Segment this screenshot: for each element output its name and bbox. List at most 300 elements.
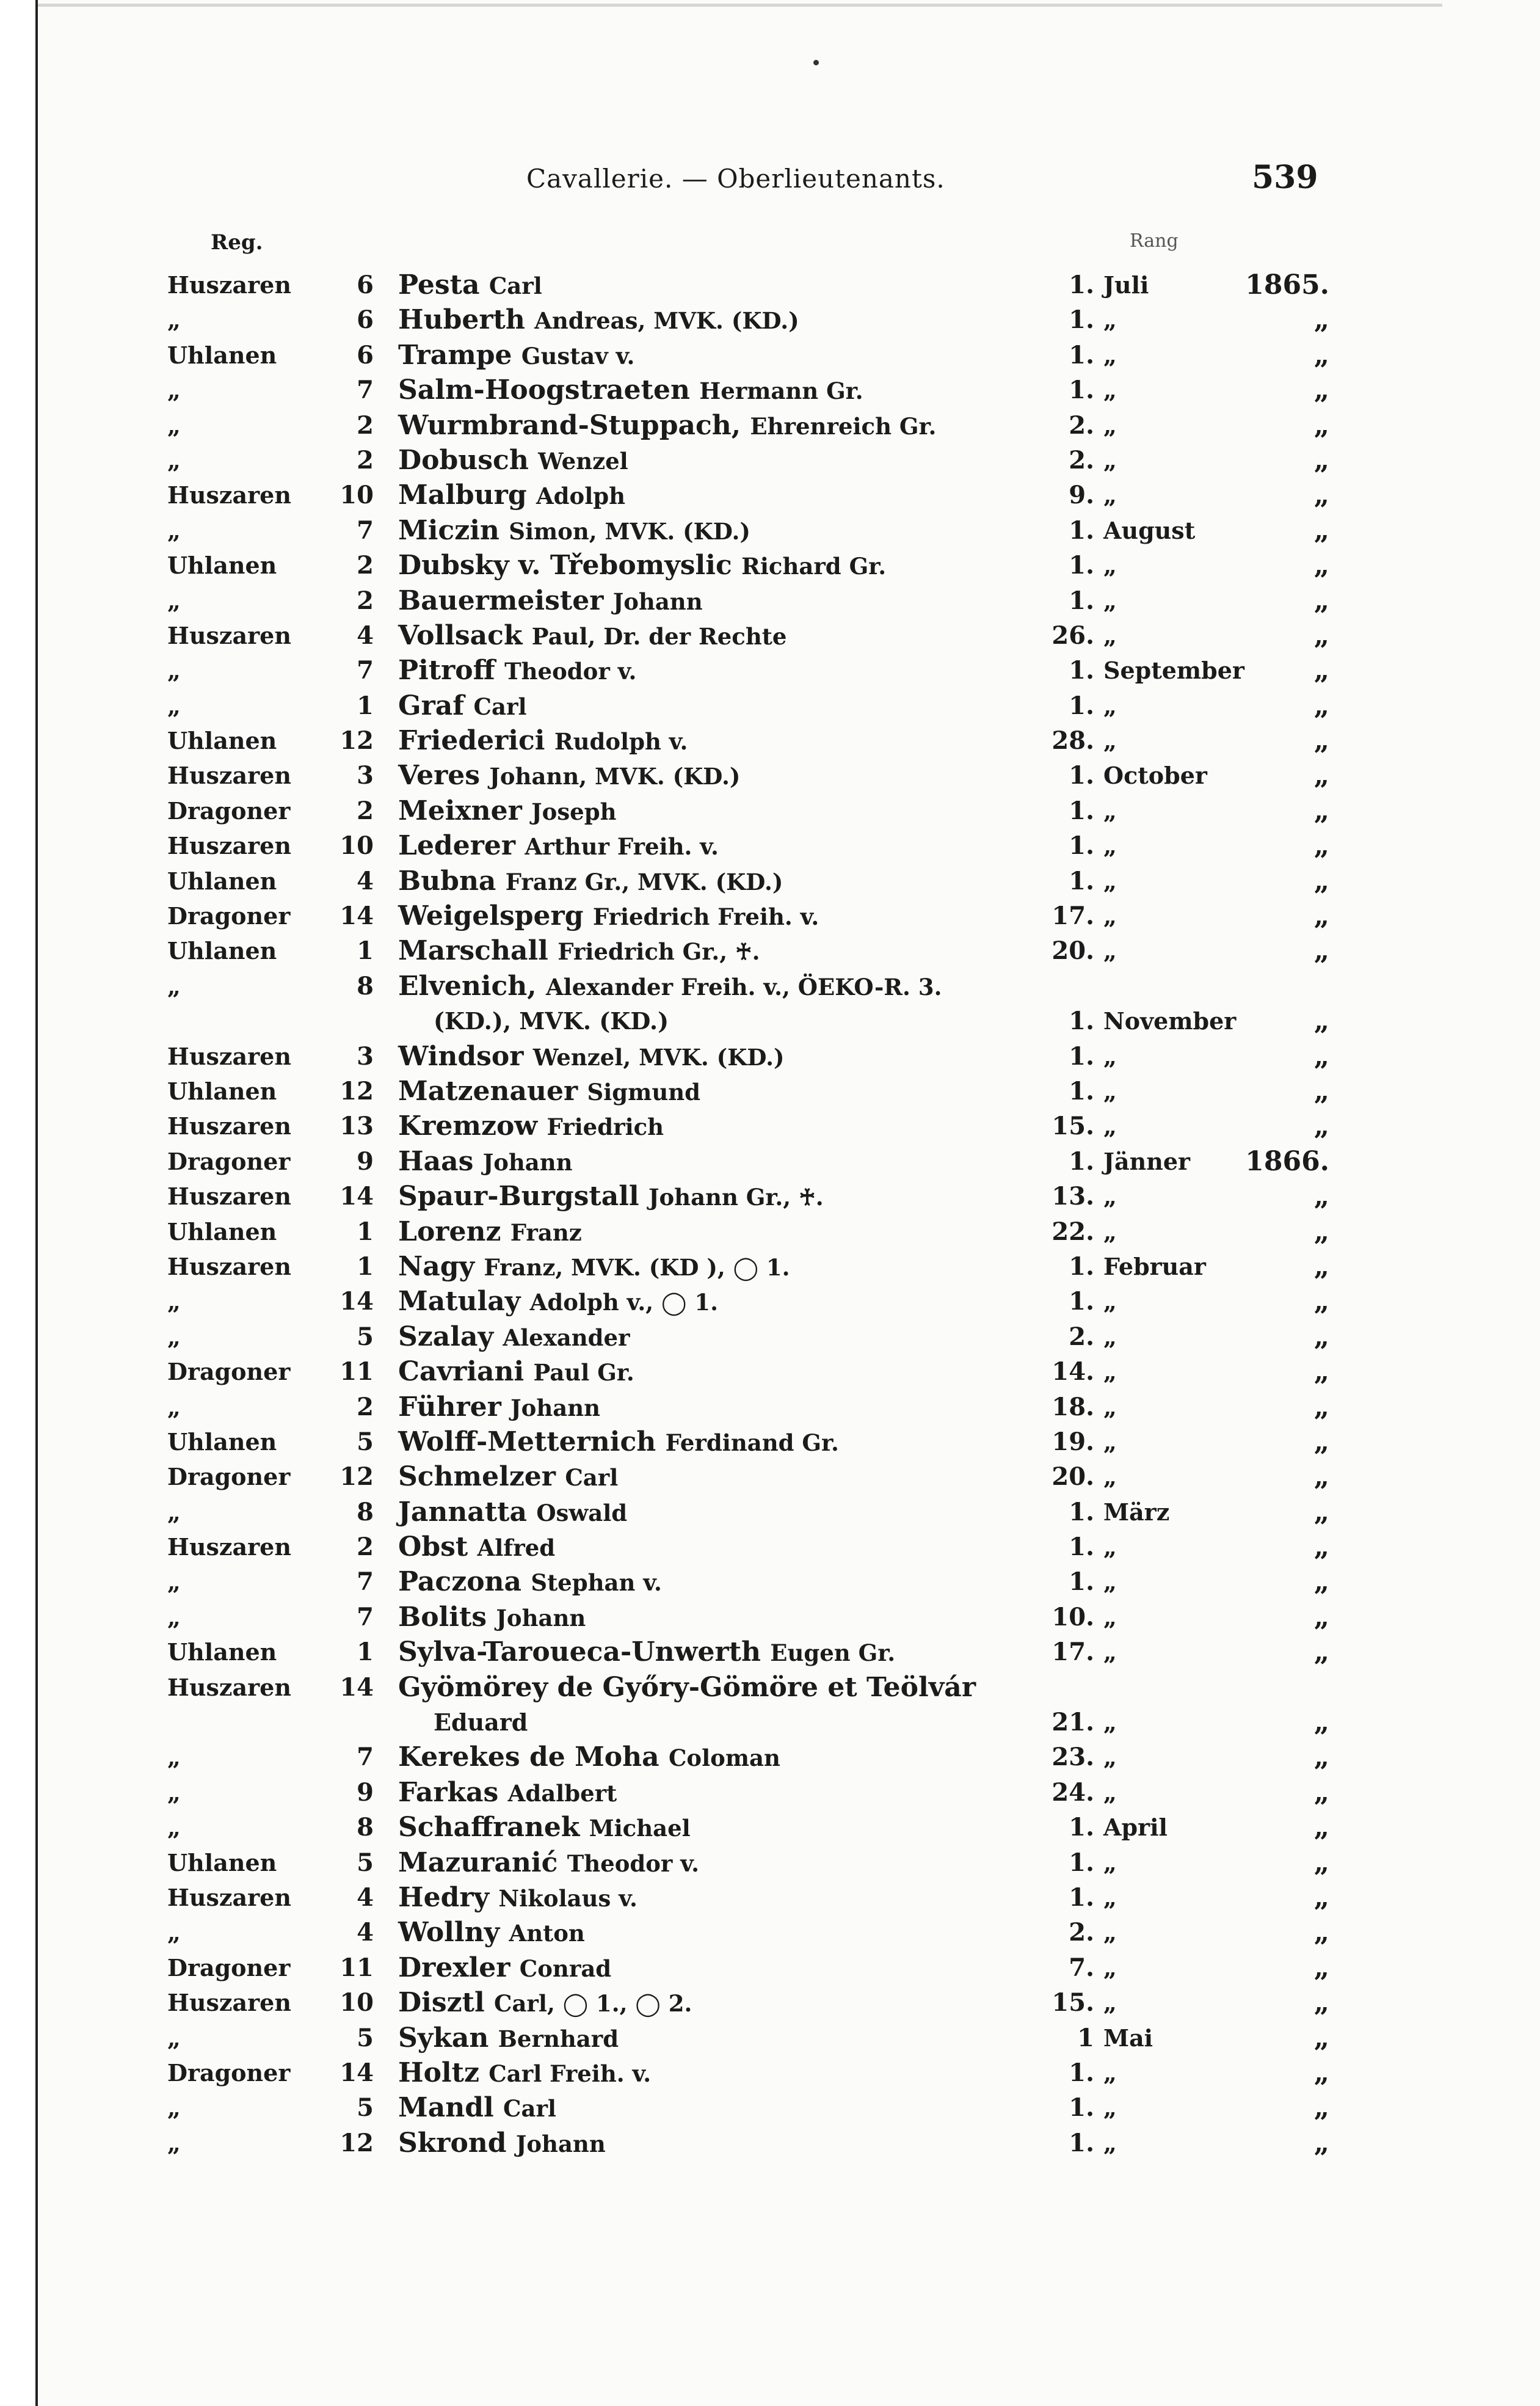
rank-month: „ (1103, 902, 1117, 930)
officer-name (398, 1459, 618, 1495)
list-item (38, 828, 1381, 863)
list-item (38, 1915, 1381, 1950)
rank-year: „ (1313, 2127, 1329, 2159)
officer-name (398, 548, 886, 584)
regiment-number: 5 (357, 1427, 374, 1456)
rank-month: „ (1103, 867, 1117, 895)
regiment-type: Huszaren (167, 1042, 291, 1070)
surname: Salm-Hoogstraeten (398, 374, 690, 406)
rank-year: „ (1313, 1005, 1329, 1037)
regiment-type: Dragoner (167, 797, 291, 825)
rank-month: „ (1103, 586, 1117, 614)
rank-year: „ (1313, 865, 1329, 897)
rank-month: „ (1103, 1778, 1117, 1806)
given-name-and-honours: Stephan v. (531, 1569, 662, 1597)
surname: Führer (398, 1391, 501, 1423)
rank-day: 1. (1069, 1007, 1094, 1036)
rank-year: „ (1313, 585, 1329, 616)
given-name-and-honours: Alexander Freih. v., ÖEKO-R. 3. (545, 973, 942, 1001)
regiment-type: Huszaren (167, 1533, 291, 1561)
rank-month: „ (1103, 1533, 1117, 1561)
rank-month: „ (1103, 2094, 1117, 2122)
list-item (38, 2090, 1381, 2125)
rank-month: „ (1103, 552, 1117, 580)
rank-month: „ (1103, 1743, 1117, 1771)
given-name-and-honours: Nikolaus v. (498, 1884, 637, 1912)
rank-year: „ (1313, 619, 1329, 651)
given-name-and-honours: Arthur Freih. v. (525, 833, 719, 861)
list-item (38, 864, 1381, 899)
list-item (38, 1529, 1381, 1564)
regiment-type: „ (167, 1568, 181, 1596)
officer-name (398, 1319, 630, 1355)
rank-day: 1. (1069, 1883, 1094, 1912)
regiment-type: „ (167, 1322, 181, 1351)
given-name-and-honours: Wenzel, MVK. (KD.) (532, 1043, 785, 1071)
rank-day: 1. (1069, 2058, 1094, 2087)
rank-year: „ (1313, 1566, 1329, 1598)
rank-year: „ (1313, 2092, 1329, 2124)
rank-day: 2. (1069, 410, 1094, 440)
given-name-and-honours: Carl (503, 2095, 556, 2123)
given-name-and-honours: Anton (509, 1920, 585, 1947)
officer-name (398, 758, 740, 794)
list-item (38, 548, 1381, 583)
officer-name (398, 1109, 664, 1145)
given-name-and-honours: Friedrich Gr., ♰. (558, 938, 760, 966)
rank-year: „ (1313, 339, 1329, 371)
officer-name (398, 1635, 895, 1671)
rank-month: „ (1103, 1848, 1117, 1876)
surname: Wurmbrand-Stuppach, (398, 409, 741, 441)
rank-month: „ (1103, 306, 1117, 334)
rank-month: Februar (1103, 1252, 1206, 1280)
surname: Vollsack (398, 619, 523, 651)
rank-day: 17. (1051, 1638, 1094, 1667)
list-item (38, 1600, 1381, 1635)
rank-year: „ (1313, 2057, 1329, 2088)
regiment-number: 3 (357, 761, 374, 790)
regiment-type: Uhlanen (167, 552, 277, 580)
regiment-number: 1 (357, 1638, 374, 1667)
regiment-type: Uhlanen (167, 1077, 277, 1105)
given-name-and-honours: Johann (482, 1148, 573, 1176)
given-name-and-honours: Carl, ◯ 1., ◯ 2. (494, 1990, 692, 2018)
rank-day: 28. (1051, 726, 1094, 756)
list-item (38, 618, 1381, 653)
list-item (38, 338, 1381, 373)
list-item (38, 1109, 1381, 1143)
regiment-type: Huszaren (167, 481, 291, 509)
surname: Obst (398, 1531, 468, 1563)
rank-month: „ (1103, 1322, 1117, 1351)
officer-name (398, 1950, 611, 1986)
regiment-number: 12 (340, 2128, 374, 2157)
regiment-number: 3 (357, 1041, 374, 1071)
given-name-and-honours: Michael (589, 1815, 691, 1842)
rank-month: „ (1103, 1393, 1117, 1421)
rank-year: „ (1313, 1741, 1329, 1773)
page-title: Cavallerie. — Oberlieutenants. (526, 164, 945, 194)
rank-day: 9. (1069, 481, 1094, 510)
regiment-type: „ (167, 1393, 181, 1421)
regiment-number: 10 (340, 831, 374, 861)
rank-month: „ (1103, 937, 1117, 965)
rank-day: 18. (1051, 1392, 1094, 1421)
rank-month: Jänner (1103, 1147, 1191, 1175)
list-item (38, 1354, 1381, 1389)
rank-year: „ (1313, 1846, 1329, 1878)
list-item (38, 1985, 1381, 2020)
regiment-number: 14 (340, 1672, 374, 1702)
regiment-type: Uhlanen (167, 1848, 277, 1876)
rank-month: „ (1103, 446, 1117, 474)
rank-day: 26. (1051, 621, 1094, 650)
given-name-and-honours: Oswald (536, 1499, 628, 1526)
list-item (38, 1845, 1381, 1880)
surname: Schaffranek (398, 1812, 580, 1843)
surname: Dobusch (398, 444, 529, 476)
given-name-and-honours: Hermann Gr. (699, 377, 863, 405)
surname: Dubsky v. Třebomyslic (398, 550, 732, 581)
rank-day: 1. (1069, 1497, 1094, 1526)
rank-month: „ (1103, 1989, 1117, 2017)
regiment-type: „ (167, 1603, 181, 1631)
rank-year: „ (1313, 725, 1329, 757)
regiment-type: Huszaren (167, 1989, 291, 2017)
rank-year: 1866. (1245, 1145, 1329, 1177)
regiment-number: 5 (357, 2093, 374, 2123)
rank-year: „ (1313, 1531, 1329, 1563)
regiment-number: 9 (357, 1777, 374, 1807)
officer-name (398, 1390, 600, 1426)
regiment-number: 10 (340, 481, 374, 510)
officer-name (398, 338, 634, 374)
rank-month: November (1103, 1007, 1237, 1035)
officer-name (398, 688, 527, 724)
rank-month: „ (1103, 691, 1117, 720)
rank-year: „ (1313, 1776, 1329, 1808)
surname: Matulay (398, 1286, 521, 1318)
surname: Spaur-Burgstall (398, 1181, 639, 1212)
officer-name (398, 443, 628, 479)
surname: Graf (398, 690, 465, 721)
rank-month: Juli (1103, 271, 1149, 299)
regiment-number: 4 (357, 1918, 374, 1947)
given-name-and-honours: Friedrich (547, 1114, 664, 1141)
rank-day: 7. (1069, 1953, 1094, 1982)
regiment-number: 7 (357, 516, 374, 545)
regiment-type: Uhlanen (167, 1217, 277, 1245)
given-name-and-honours: Alfred (477, 1534, 556, 1562)
rank-day: 1. (1069, 1287, 1094, 1316)
rank-year: „ (1313, 690, 1329, 721)
officer-name (398, 1144, 573, 1180)
surname: Bauermeister (398, 585, 604, 616)
rank-year: „ (1313, 409, 1329, 441)
page-number: 539 (1252, 159, 1318, 196)
regiment-type: „ (167, 2094, 181, 2122)
given-name-and-honours: Alexander (503, 1324, 630, 1351)
regiment-type: „ (167, 1778, 181, 1806)
surname: Kremzow (398, 1110, 538, 1142)
regiment-number: 14 (340, 1182, 374, 1211)
regiment-type: Huszaren (167, 621, 291, 649)
surname: Wolff-Metternich (398, 1426, 656, 1457)
given-name-and-honours: Wenzel (538, 447, 628, 475)
given-name-and-honours: Carl (473, 693, 527, 720)
regiment-type: Dragoner (167, 1147, 291, 1175)
regiment-number: 5 (357, 1848, 374, 1877)
regiment-number: 7 (357, 656, 374, 685)
regiment-number: 6 (357, 340, 374, 370)
surname: Pesta (398, 269, 480, 301)
rank-month: „ (1103, 1463, 1117, 1491)
regiment-type: Uhlanen (167, 1427, 277, 1456)
rank-day: 2. (1069, 445, 1094, 475)
officer-list (38, 268, 1381, 2160)
rank-year: „ (1313, 1707, 1329, 1738)
rank-year: „ (1313, 304, 1329, 336)
regiment-type: „ (167, 1288, 181, 1316)
rank-year: „ (1313, 1216, 1329, 1247)
surname: Holtz (398, 2057, 479, 2088)
rank-day: 21. (1051, 1708, 1094, 1737)
officer-name (398, 583, 703, 619)
regiment-number: 4 (357, 621, 374, 650)
rank-year: „ (1313, 1461, 1329, 1493)
rank-month: „ (1103, 1427, 1117, 1456)
given-name-and-honours: Conrad (519, 1955, 612, 1982)
regiment-type: Uhlanen (167, 1638, 277, 1666)
rank-year: „ (1313, 1356, 1329, 1388)
surname: Meixner (398, 795, 522, 826)
officer-name (398, 1074, 700, 1110)
rank-day: 1. (1069, 691, 1094, 720)
given-name-and-honours: Ferdinand Gr. (665, 1429, 839, 1456)
rank-month: „ (1103, 1288, 1117, 1316)
rank-day: 1. (1069, 340, 1094, 370)
regiment-number: 2 (357, 1533, 374, 1562)
surname: Marschall (398, 935, 548, 967)
given-name-and-honours: Sigmund (587, 1078, 700, 1106)
list-item (38, 1635, 1381, 1669)
regiment-number: 2 (357, 445, 374, 475)
surname: Pitroff (398, 655, 495, 687)
given-name-and-honours: Franz (510, 1219, 582, 1246)
list-item (38, 513, 1381, 548)
regiment-number: 6 (357, 271, 374, 299)
list-item (38, 1740, 1381, 1774)
list-item (38, 1319, 1381, 1354)
rank-month: „ (1103, 1603, 1117, 1631)
rank-day: 22. (1051, 1217, 1094, 1246)
rank-day: 1. (1069, 2128, 1094, 2157)
list-item (38, 1424, 1381, 1459)
rank-day: 1. (1069, 761, 1094, 790)
regiment-number: 6 (357, 305, 374, 335)
rank-day: 1. (1069, 831, 1094, 861)
given-name-and-honours: Eugen Gr. (770, 1639, 896, 1667)
regiment-number: 13 (340, 1112, 374, 1141)
given-name-and-honours: Ehrenreich Gr. (750, 412, 937, 440)
regiment-number: 8 (357, 1497, 374, 1526)
rank-month: „ (1103, 1919, 1117, 1947)
surname: Lorenz (398, 1216, 501, 1247)
given-name-and-honours: Paul, Dr. der Rechte (531, 622, 787, 650)
rank-month: „ (1103, 1883, 1117, 1911)
given-name-and-honours: Theodor v. (504, 658, 637, 685)
rank-month: Mai (1103, 2024, 1153, 2052)
officer-name (398, 2090, 556, 2126)
rank-day: 1. (1069, 305, 1094, 335)
surname: Paczona (398, 1566, 522, 1598)
given-name-and-honours: Rudolph v. (554, 728, 688, 756)
rank-year: „ (1313, 444, 1329, 476)
rank-month: „ (1103, 341, 1117, 369)
given-name-and-honours: Simon, MVK. (KD.) (509, 517, 750, 545)
regiment-type: „ (167, 586, 181, 614)
given-name-and-honours: Coloman (668, 1744, 780, 1772)
surname: Schmelzer (398, 1461, 556, 1493)
surname: Lederer (398, 830, 516, 862)
rank-year: „ (1313, 514, 1329, 546)
regiment-type: „ (167, 1498, 181, 1526)
regiment-number: 14 (340, 2058, 374, 2087)
regiment-number: 4 (357, 1883, 374, 1912)
rank-day: 1. (1069, 1533, 1094, 1562)
regiment-number: 2 (357, 1392, 374, 1421)
regiment-type: Uhlanen (167, 341, 277, 369)
officer-name (398, 2055, 651, 2091)
officer-name (398, 268, 542, 304)
officer-name (398, 2126, 606, 2162)
rank-day: 1. (1069, 551, 1094, 580)
regiment-type: Huszaren (167, 762, 291, 790)
rank-month: „ (1103, 1077, 1117, 1105)
rank-day: 20. (1051, 1462, 1094, 1492)
surname: Bubna (398, 865, 496, 897)
list-item (38, 933, 1381, 968)
rank-year: „ (1313, 1636, 1329, 1668)
list-item (38, 443, 1381, 478)
surname: Sykan (398, 2022, 489, 2054)
list-item (38, 583, 1381, 618)
officer-name (398, 478, 625, 514)
rank-day: 1. (1069, 796, 1094, 825)
rank-day: 15. (1051, 1112, 1094, 1141)
given-name-and-honours: Johann (496, 1604, 586, 1631)
rank-month: „ (1103, 1112, 1117, 1140)
rank-day: 17. (1051, 902, 1094, 931)
rank-year: „ (1313, 1286, 1329, 1318)
rank-month: „ (1103, 376, 1117, 404)
list-item-continuation (38, 1004, 1381, 1038)
regiment-type: „ (167, 2129, 181, 2157)
list-item (38, 1284, 1381, 1319)
surname: Nagy (398, 1250, 475, 1282)
regiment-number: 14 (340, 1287, 374, 1316)
rank-year: „ (1313, 1181, 1329, 1212)
page (35, 0, 1540, 2406)
surname: Veres (398, 760, 481, 792)
officer-name (398, 899, 819, 935)
regiment-type: „ (167, 306, 181, 334)
top-border (38, 4, 1442, 7)
rank-year: „ (1313, 1040, 1329, 1072)
rank-year: „ (1313, 1321, 1329, 1352)
rank-month: „ (1103, 2058, 1117, 2087)
list-item (38, 1775, 1381, 1810)
rank-year: „ (1313, 1075, 1329, 1107)
officer-name (398, 1039, 785, 1075)
regiment-number: 8 (357, 1813, 374, 1842)
rank-day: 1. (1069, 1813, 1094, 1842)
rank-day: 2. (1069, 1322, 1094, 1351)
list-item (38, 969, 1381, 1004)
rank-year: „ (1313, 2022, 1329, 2054)
list-item (38, 1249, 1381, 1284)
list-item (38, 723, 1381, 758)
regiment-type: Dragoner (167, 1463, 291, 1491)
surname: Miczin (398, 514, 499, 546)
regiment-number: 7 (357, 1567, 374, 1597)
rank-day: 1. (1069, 656, 1094, 685)
rank-month: „ (1103, 411, 1117, 439)
given-name-and-honours: Franz Gr., MVK. (KD.) (505, 868, 783, 895)
rank-day: 1 (1077, 2023, 1094, 2052)
list-item (38, 2126, 1381, 2160)
given-name-and-honours: Johann, MVK. (KD.) (489, 763, 741, 790)
rank-day: 1. (1069, 2093, 1094, 2123)
regiment-number: 12 (340, 1076, 374, 1106)
given-name-and-honours: Carl (565, 1464, 619, 1492)
regiment-number: 8 (357, 971, 374, 1001)
list-item (38, 268, 1381, 302)
officer-name (398, 1775, 617, 1811)
column-header-rang: Rang (1130, 230, 1179, 252)
rank-month: „ (1103, 1042, 1117, 1070)
regiment-number: 14 (340, 902, 374, 931)
officer-name (398, 828, 719, 864)
list-item (38, 1179, 1381, 1214)
given-name-and-honours: Carl Freih. v. (489, 2060, 652, 2087)
regiment-type: „ (167, 516, 181, 544)
regiment-type: „ (167, 376, 181, 404)
regiment-number: 7 (357, 1743, 374, 1772)
officer-name (398, 1179, 824, 1215)
surname: Weigelsperg (398, 900, 584, 932)
regiment-number: 7 (357, 376, 374, 405)
given-name-and-honours: Franz, MVK. (KD ), ◯ 1. (484, 1253, 790, 1281)
rank-year: „ (1313, 1881, 1329, 1913)
officer-name (398, 1670, 976, 1706)
rank-day: 13. (1051, 1182, 1094, 1211)
officer-name (398, 1424, 839, 1460)
given-name-and-honours: Gustav v. (521, 342, 635, 370)
ink-dot (813, 60, 819, 65)
rank-year: „ (1313, 1952, 1329, 1983)
rank-day: 20. (1051, 936, 1094, 966)
regiment-number: 5 (357, 2023, 374, 2052)
regiment-type: „ (167, 1743, 181, 1771)
surname: Windsor (398, 1040, 524, 1072)
surname: Malburg (398, 479, 527, 511)
rank-year: „ (1313, 795, 1329, 826)
officer-name (398, 513, 750, 549)
rank-month: „ (1103, 1568, 1117, 1596)
surname: Szalay (398, 1321, 494, 1352)
